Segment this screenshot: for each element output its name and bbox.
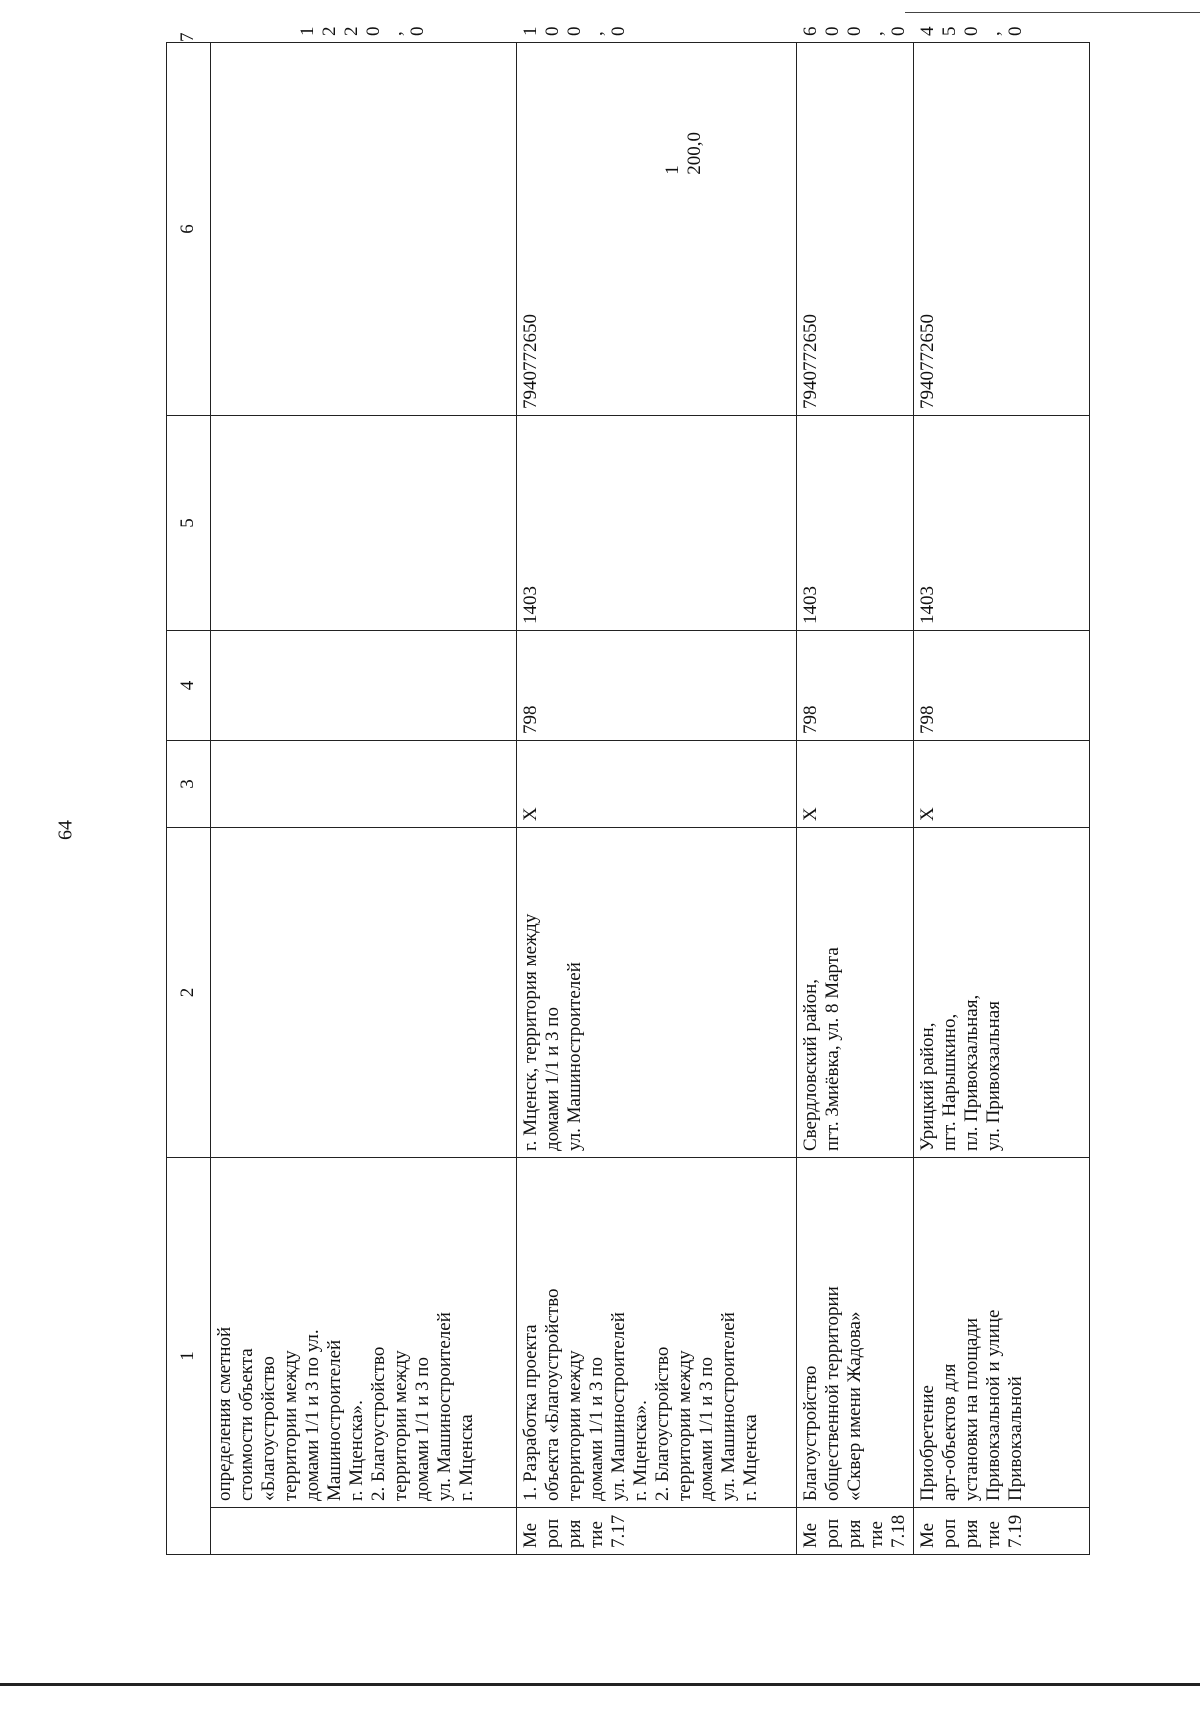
cell-col-4: 798 bbox=[516, 631, 796, 741]
cell-col-3: Х bbox=[796, 741, 913, 828]
table-row: Мероприятие 7.19 Приобретение арт-объектов для установки на площади Привокзальной и улице Привокзальной Урицкий район, пгт. Нарышкино, пл. Привокзальная, ул. Привокзальная Х 798 1403 7940772650 450,0 bbox=[913, 43, 1089, 1555]
cell-col-5: 1403 bbox=[913, 416, 1089, 631]
cell-col-5 bbox=[210, 416, 516, 631]
scan-edge-line bbox=[905, 12, 1200, 13]
cell-col-4: 798 bbox=[913, 631, 1089, 741]
cell-col-6 bbox=[210, 43, 516, 416]
table-row: Мероприятие 7.18 Благоустройство общественной территории «Сквер имени Жадова» Свердловский район, пгт. Змиёвка, ул. 8 Марта Х 798 1403 7940772650 600,0 bbox=[796, 43, 913, 1555]
cell-col-5: 1403 bbox=[796, 416, 913, 631]
cell-col-7-value-second: 1 200,0 bbox=[661, 132, 705, 175]
cell-col-4 bbox=[210, 631, 516, 741]
cell-col-5: 1403 bbox=[516, 416, 796, 631]
cell-location: Свердловский район, пгт. Змиёвка, ул. 8 Марта bbox=[796, 828, 913, 1158]
cell-measure-description: определения сметной стоимости объекта «Благоустройство территории между домами 1/1 и 3 по ул. Машиностроителей г. Мценска». 2. Благоустройство территории между домами 1/1 и 3 по ул. Машиностроителей г. Мценска bbox=[210, 1158, 516, 1508]
header-col-5: 5 bbox=[167, 416, 211, 631]
cell-col-3: Х bbox=[913, 741, 1089, 828]
scan-bottom-border bbox=[0, 1683, 1200, 1686]
cell-col-6: 7940772650 bbox=[913, 43, 1089, 416]
header-col-4: 4 bbox=[167, 631, 211, 741]
cell-measure-number: Мероприятие 7.19 bbox=[913, 1508, 1089, 1555]
cell-col-6: 7940772650 bbox=[796, 43, 913, 416]
cell-measure-number: Мероприятие 7.18 bbox=[796, 1508, 913, 1555]
cell-measure-description: 1. Разработка проекта объекта «Благоустройство территории между домами 1/1 и 3 по ул. Машиностроителей г. Мценска». 2. Благоустройство территории между домами 1/1 и 3 по ул. Машиностроителей г. Мценска bbox=[516, 1158, 796, 1508]
cell-location bbox=[210, 828, 516, 1158]
cell-measure-number: Мероприятие 7.17 bbox=[516, 1508, 796, 1555]
rotated-table-container bbox=[166, 26, 1090, 1555]
cell-col-3: Х bbox=[516, 741, 796, 828]
header-col-2: 2 bbox=[167, 828, 211, 1158]
header-col-3: 3 bbox=[167, 741, 211, 828]
budget-table bbox=[166, 26, 1090, 1555]
table-row: Мероприятие 7.17 1. Разработка проекта объекта «Благоустройство территории между домами 1/1 и 3 по ул. Машиностроителей г. Мценска». 2. Благоустройство территории между домами 1/1 и 3 по ул. Машиностроителей г. Мценска г. Мценск, территория между домами 1/1 и 3 по ул. Машиностроителей Х 798 1403 7940772650 100,0 1 200,0 bbox=[516, 43, 796, 1555]
cell-location: г. Мценск, территория между домами 1/1 и 3 по ул. Машиностроителей bbox=[516, 828, 796, 1158]
cell-measure-number bbox=[210, 1508, 516, 1555]
cell-location: Урицкий район, пгт. Нарышкино, пл. Привокзальная, ул. Привокзальная bbox=[913, 828, 1089, 1158]
cell-measure-description: Благоустройство общественной территории «Сквер имени Жадова» bbox=[796, 1158, 913, 1508]
cell-col-3 bbox=[210, 741, 516, 828]
header-col-1: 1 bbox=[167, 1158, 211, 1555]
cell-col-6: 7940772650 bbox=[516, 43, 796, 416]
cell-measure-description: Приобретение арт-объектов для установки на площади Привокзальной и улице Привокзальной bbox=[913, 1158, 1089, 1508]
table-row: определения сметной стоимости объекта «Благоустройство территории между домами 1/1 и 3 по ул. Машиностроителей г. Мценска». 2. Благоустройство территории между домами 1/1 и 3 по ул. Машиностроителей г. Мценска 1 220,0 bbox=[210, 43, 516, 1555]
header-col-6: 6 bbox=[167, 43, 211, 416]
cell-col-4: 798 bbox=[796, 631, 913, 741]
header-row: 1 2 3 4 5 6 7 bbox=[167, 43, 211, 1555]
